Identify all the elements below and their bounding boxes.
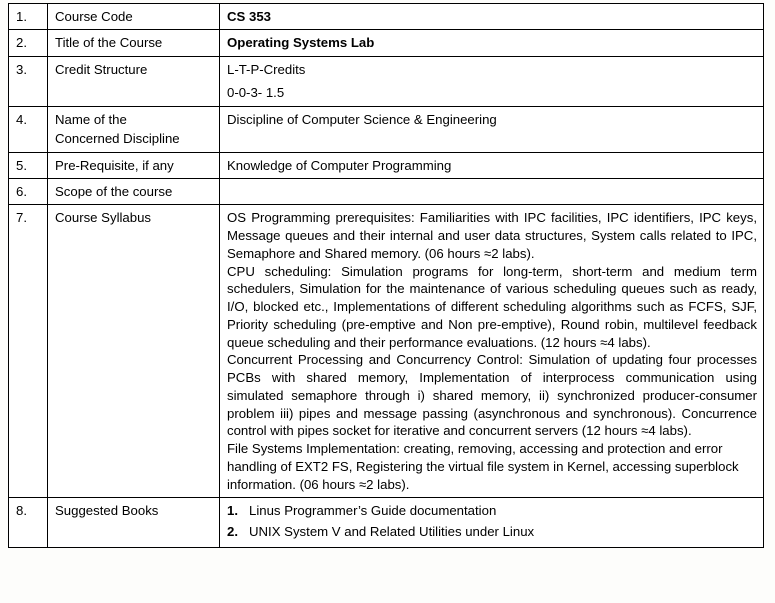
row-value-prerequisite: Knowledge of Computer Programming <box>220 152 764 178</box>
row-label-line-1: Name of the <box>55 111 127 127</box>
row-number: 1. <box>9 4 48 30</box>
row-value-suggested-books <box>220 498 764 547</box>
syllabus-paragraph-concurrent-processing: Concurrent Processing and Concurrency Control: Simulation of updating four processes PCBs with shared memory, Implementation of interprocess communication using simulated semaphore through i) shared memory, ii) synchronized producer-consumer problem iii) pipes and message passing (asynchronous and synchronous). Concurrence control with pipes socket for iterative and concurrent servers (12 hours ≈4 labs). <box>227 352 757 439</box>
syllabus-paragraph-file-systems: File Systems Implementation: creating, removing, accessing and protection and error handling of EXT2 FS, Registering the virtual file system in Kernel, accessing superblock information. (06 hours ≈2 labs). <box>227 441 739 492</box>
table-row <box>9 106 764 152</box>
row-number: 3. <box>9 56 48 106</box>
row-number: 2. <box>9 30 48 56</box>
row-label: Credit Structure <box>48 56 220 106</box>
book-number: 1. <box>227 503 238 519</box>
row-number: 4. <box>9 106 48 152</box>
list-item <box>227 502 757 519</box>
row-number: 6. <box>9 178 48 204</box>
row-label: Course Syllabus <box>48 205 220 498</box>
row-label: Course Code <box>48 4 220 30</box>
list-item <box>227 523 757 540</box>
row-value-course-code: CS 353 <box>220 4 764 30</box>
row-number: 8. <box>9 498 48 547</box>
book-title: UNIX System V and Related Utilities under Linux <box>249 523 535 539</box>
syllabus-paragraph-cpu-scheduling: CPU scheduling: Simulation programs for long-term, short-term and medium term schedulers, Simulation for the maintenance of various scheduling queues such as ready, I/O, blocked etc., Implementations of different scheduling algorithms such as FCFS, SJF, Priority scheduling (pre-emptive and Non pre-emptive), Round robin, multilevel feedback queue scheduling and their performance evaluations. (12 hours ≈4 labs). <box>227 263 757 350</box>
row-value-scope <box>220 178 764 204</box>
table-row <box>9 4 764 30</box>
table-row <box>9 178 764 204</box>
suggested-books-list <box>227 502 757 539</box>
row-number: 5. <box>9 152 48 178</box>
credit-structure-values: 0-0-3- 1.5 <box>227 85 285 101</box>
course-syllabus-table <box>8 3 764 548</box>
row-label: Pre-Requisite, if any <box>48 152 220 178</box>
table-row <box>9 498 764 547</box>
row-label: Title of the Course <box>48 30 220 56</box>
credit-structure-heading: L-T-P-Credits <box>227 61 306 77</box>
table-row <box>9 205 764 498</box>
row-value-discipline: Discipline of Computer Science & Engineering <box>220 106 764 152</box>
row-label: Suggested Books <box>48 498 220 547</box>
syllabus-paragraph-os-programming: OS Programming prerequisites: Familiarities with IPC facilities, IPC identifiers, IPC keys, Message queues and their internal and user data structures, System calls related to IPC, Semaphore and Shared memory. (06 hours ≈2 labs). <box>227 210 757 261</box>
table-row <box>9 152 764 178</box>
table-row <box>9 30 764 56</box>
row-label <box>48 106 220 152</box>
table-row <box>9 56 764 106</box>
row-number: 7. <box>9 205 48 498</box>
row-label-line-2: Concerned Discipline <box>55 131 180 147</box>
row-value-course-title: Operating Systems Lab <box>220 30 764 56</box>
row-value-course-syllabus <box>220 205 764 498</box>
book-number: 2. <box>227 523 238 539</box>
row-label: Scope of the course <box>48 178 220 204</box>
row-value-credit-structure <box>220 56 764 106</box>
book-title: Linus Programmer’s Guide documentation <box>249 503 497 519</box>
